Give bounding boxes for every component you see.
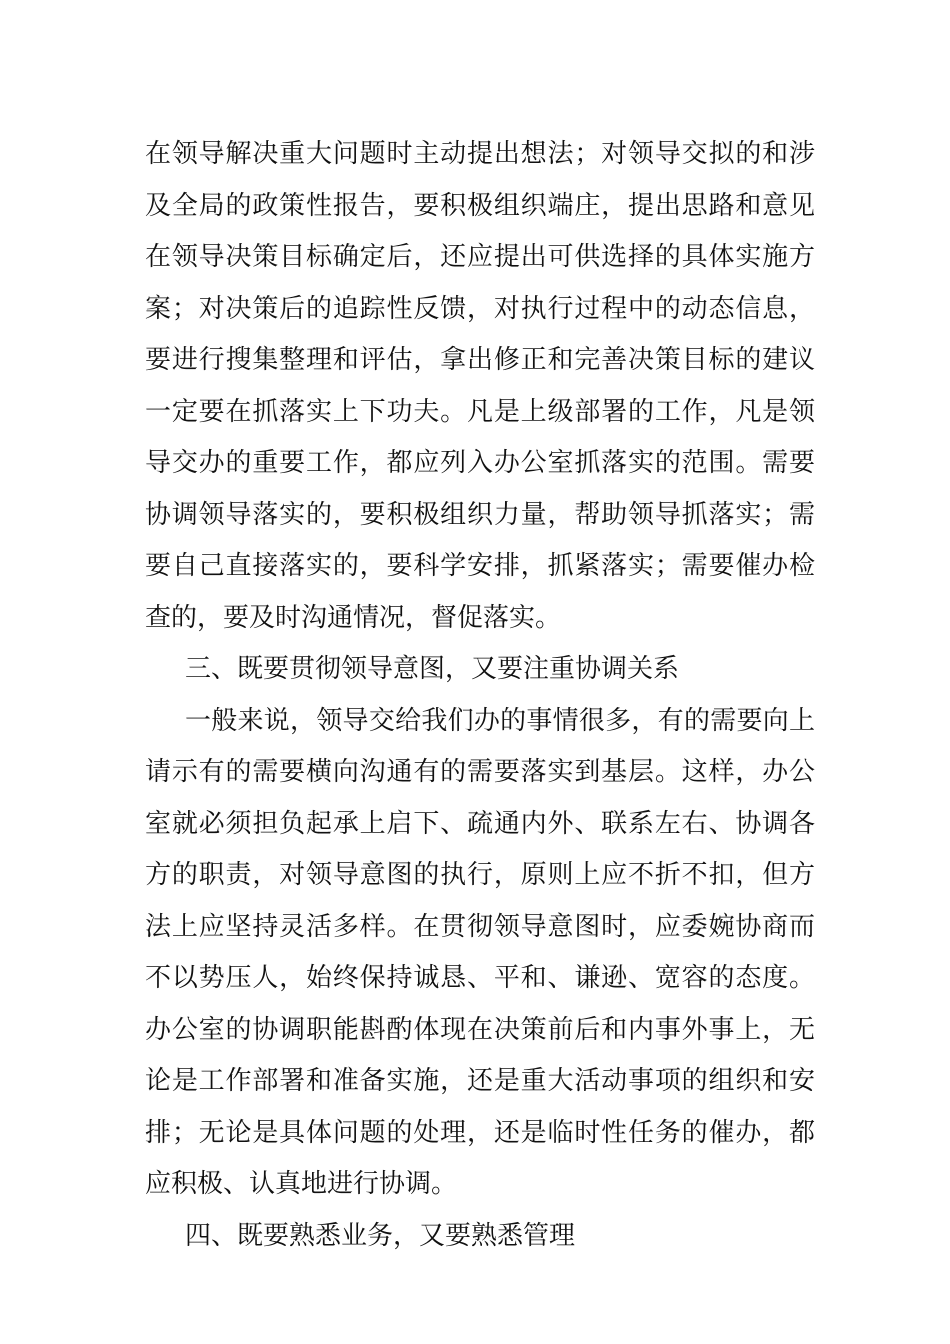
- text-line: 及全局的政策性报告，要积极组织端庄，提出思路和意见: [145, 190, 815, 221]
- text-line: 一定要在抓落实上下功夫。凡是上级部署的工作，凡是领: [145, 396, 815, 427]
- text-line: 案；对决策后的追踪性反馈，对执行过程中的动态信息，: [145, 293, 815, 324]
- text-line: 排；无论是具体问题的处理，还是临时性任务的催办，都: [145, 1117, 815, 1148]
- text-line: 方的职责，对领导意图的执行，原则上应不折不扣，但方: [145, 860, 815, 890]
- text-line: 办公室的协调职能斟酌体现在决策前后和内事外事上，无: [145, 1014, 815, 1045]
- text-line: 在领导决策目标确定后，还应提出可供选择的具体实施方: [145, 242, 815, 272]
- text-line: 室就必须担负起承上启下、疏通内外、联系左右、协调各: [145, 808, 815, 839]
- text-line: 应积极、认真地进行协调。: [145, 1169, 458, 1199]
- text-line: 要自己直接落实的，要科学安排，抓紧落实；需要催办检: [145, 551, 815, 581]
- text-line: 请示有的需要横向沟通有的需要落实到基层。这样，办公: [145, 757, 815, 787]
- section-heading: 四、既要熟悉业务，又要熟悉管理: [185, 1220, 576, 1251]
- text-line: 不以势压人，始终保持诚恳、平和、谦逊、宽容的态度。: [145, 963, 815, 993]
- document-body: [145, 129, 815, 1262]
- text-line: 一般来说，领导交给我们办的事情很多，有的需要向上: [185, 705, 815, 736]
- text-line: 查的，要及时沟通情况，督促落实。: [145, 602, 562, 633]
- text-line: 论是工作部署和准备实施，还是重大活动事项的组织和安: [145, 1066, 815, 1096]
- text-line: 在领导解决重大问题时主动提出想法；对领导交拟的和涉: [145, 139, 815, 169]
- text-line: 法上应坚持灵活多样。在贯彻领导意图时，应委婉协商而: [145, 911, 815, 942]
- text-line: 要进行搜集整理和评估，拿出修正和完善决策目标的建议: [145, 345, 815, 375]
- section-heading: 三、既要贯彻领导意图，又要注重协调关系: [185, 654, 680, 684]
- text-line: 导交办的重要工作，都应列入办公室抓落实的范围。需要: [145, 448, 815, 478]
- text-line: 协调领导落实的，要积极组织力量，帮助领导抓落实；需: [145, 499, 815, 530]
